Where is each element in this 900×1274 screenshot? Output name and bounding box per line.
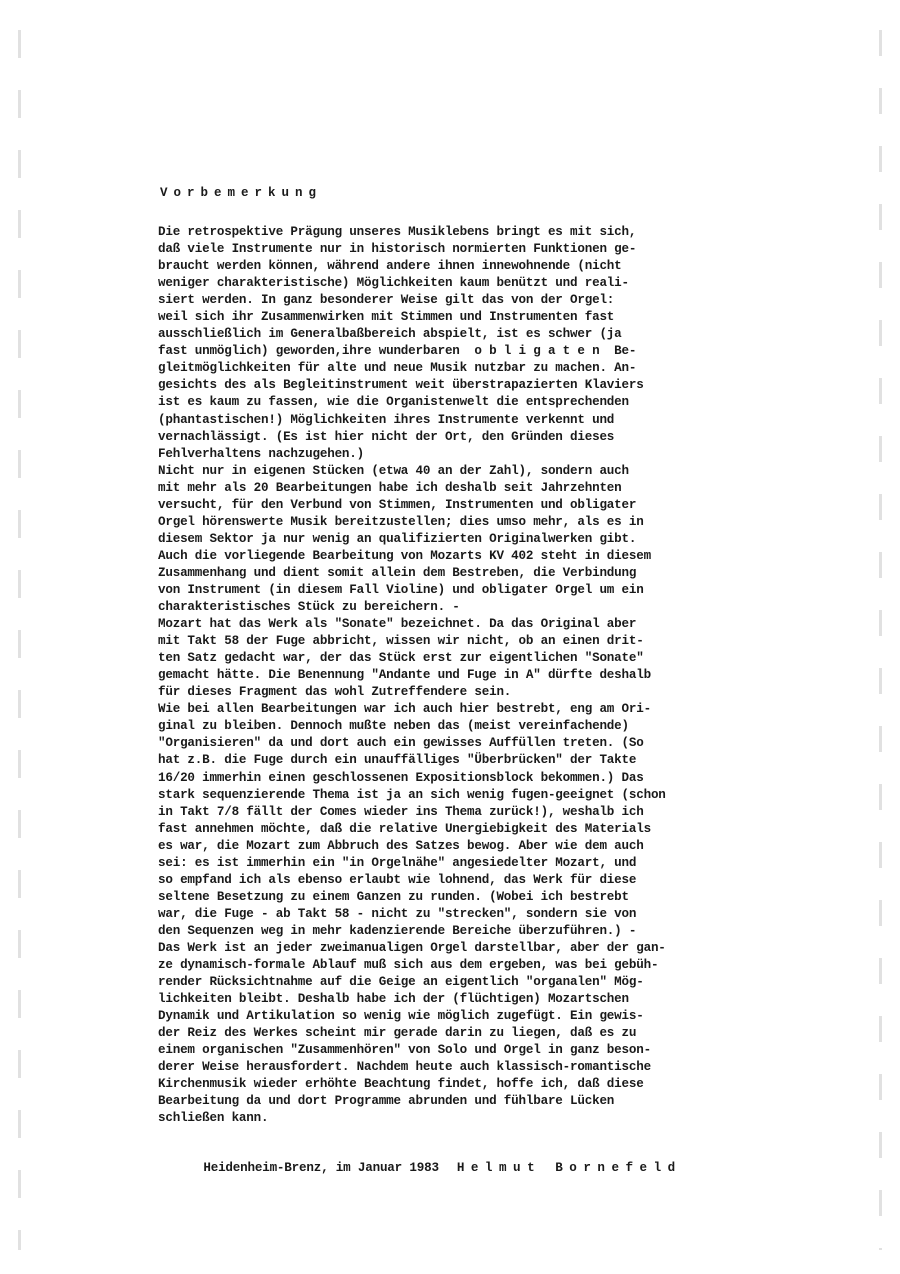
text-line: hat z.B. die Fuge durch ein unauffälliges "Überbrücken" der Takte — [158, 753, 637, 768]
text-line: gemacht hätte. Die Benennung "Andante und Fuge in A" dürfte deshalb — [158, 668, 651, 683]
text-line: siert werden. In ganz besonderer Weise gilt das von der Orgel: — [158, 293, 615, 308]
text-line: ten Satz gedacht war, der das Stück erst zur eigentlichen "Sonate" — [158, 651, 644, 666]
text-line: versucht, für den Verbund von Stimmen, Instrumenten und obligater — [158, 497, 637, 512]
text-line: der Reiz des Werkes scheint mir gerade darin zu liegen, daß es zu — [158, 1026, 637, 1041]
text-line: lichkeiten bleibt. Deshalb habe ich der (flüchtigen) Mozartschen — [158, 992, 629, 1007]
text-line: für dieses Fragment das wohl Zutreffendere sein. — [158, 685, 512, 700]
text-line: es war, die Mozart zum Abbruch des Satzes bewog. Aber wie dem auch — [158, 838, 644, 853]
text-line: Zusammenhang und dient somit allein dem Bestreben, die Verbindung — [158, 565, 637, 580]
text-line: Die retrospektive Prägung unseres Musiklebens bringt es mit sich, — [158, 225, 637, 239]
text-line: (phantastischen!) Möglichkeiten ihres Instrumente verkennt und — [158, 412, 615, 427]
text-line: Kirchenmusik wieder erhöhte Beachtung findet, hoffe ich, daß diese — [158, 1077, 644, 1092]
text-line: diesem Sektor ja nur wenig an qualifizierten Originalwerken gibt. — [158, 531, 637, 546]
text-line: braucht werden können, während andere ihnen innewohnende (nicht — [158, 259, 622, 274]
text-line: sei: es ist immerhin ein "in Orgelnähe" angesiedelter Mozart, und — [158, 855, 637, 870]
text-line: render Rücksichtnahme auf die Geige an eigentlich "organalen" Mög- — [158, 975, 644, 990]
text-line: von Instrument (in diesem Fall Violine) und obligater Orgel um ein — [158, 582, 644, 597]
text-line: derer Weise herausfordert. Nachdem heute auch klassisch-romantische — [158, 1060, 651, 1075]
text-line: vernachlässigt. (Es ist hier nicht der Ort, den Gründen dieses — [158, 429, 615, 444]
text-line: ausschließlich im Generalbaßbereich abspielt, ist es schwer (ja — [158, 327, 622, 342]
left-margin-marks — [18, 30, 21, 1250]
preface-text — [158, 224, 758, 1127]
signature-name: Helmut Bornefeld — [456, 1161, 682, 1176]
text-line: schließen kann. — [158, 1111, 269, 1126]
text-line: ginal zu bleiben. Dennoch mußte neben das (meist vereinfachende) — [158, 719, 629, 734]
text-line: ist es kaum zu fassen, wie die Organistenwelt die entsprechenden — [158, 395, 629, 410]
text-line: Dynamik und Artikulation so wenig wie möglich zugefügt. Ein gewis- — [158, 1009, 644, 1024]
document-content — [158, 186, 758, 1189]
signature-place-date: Heidenheim-Brenz, im Januar 1983 — [203, 1161, 439, 1176]
text-line: stark sequenzierende Thema ist ja an sich wenig fugen-geeignet (schon — [158, 787, 666, 802]
signature-line — [158, 1147, 758, 1189]
text-line: Nicht nur in eigenen Stücken (etwa 40 an der Zahl), sondern auch — [158, 463, 629, 478]
text-line: Mozart hat das Werk als "Sonate" bezeichnet. Da das Original aber — [158, 617, 637, 632]
text-line: in Takt 7/8 fällt der Comes wieder ins Thema zurück!), weshalb ich — [158, 804, 644, 819]
text-line: einem organischen "Zusammenhören" von Solo und Orgel in ganz beson- — [158, 1043, 651, 1058]
document-heading: Vorbemerkung — [160, 186, 323, 200]
text-line: seltene Besetzung zu einem Ganzen zu runden. (Wobei ich bestrebt — [158, 889, 629, 904]
text-line: Das Werk ist an jeder zweimanualigen Orgel darstellbar, aber der gan- — [158, 940, 666, 955]
text-line: Wie bei allen Bearbeitungen war ich auch hier bestrebt, eng am Ori- — [158, 702, 651, 717]
text-line: gleitmöglichkeiten für alte und neue Musik nutzbar zu machen. An- — [158, 361, 637, 376]
text-line: weniger charakteristische) Möglichkeiten kaum benützt und reali- — [158, 276, 629, 291]
text-line: Auch die vorliegende Bearbeitung von Mozarts KV 402 steht in diesem — [158, 548, 651, 563]
text-line: "Organisieren" da und dort auch ein gewisses Auffüllen treten. (So — [158, 736, 644, 751]
right-margin-marks — [879, 30, 882, 1250]
text-line: mit mehr als 20 Bearbeitungen habe ich deshalb seit Jahrzehnten — [158, 480, 622, 495]
text-line: so empfand ich als ebenso erlaubt wie lohnend, das Werk für diese — [158, 872, 637, 887]
text-line: Fehlverhaltens nachzugehen.) — [158, 446, 365, 461]
text-line: fast annehmen möchte, daß die relative Unergiebigkeit des Materials — [158, 821, 651, 836]
text-line: Bearbeitung da und dort Programme abrunden und fühlbare Lücken — [158, 1094, 615, 1109]
text-line: charakteristisches Stück zu bereichern. - — [158, 600, 460, 615]
text-line: war, die Fuge - ab Takt 58 - nicht zu "strecken", sondern sie von — [158, 906, 637, 921]
text-line: gesichts des als Begleitinstrument weit überstrapazierten Klaviers — [158, 378, 644, 393]
text-line: fast unmöglich) geworden,ihre wunderbaren o b l i g a t e n Be- — [158, 344, 637, 359]
text-line: 16/20 immerhin einen geschlossenen Expositionsblock bekommen.) Das — [158, 770, 644, 785]
text-line: mit Takt 58 der Fuge abbricht, wissen wir nicht, ob an einen drit- — [158, 634, 644, 649]
text-line: weil sich ihr Zusammenwirken mit Stimmen und Instrumenten fast — [158, 310, 615, 325]
text-line: daß viele Instrumente nur in historisch normierten Funktionen ge- — [158, 242, 637, 257]
text-line: den Sequenzen weg in mehr kadenzierende Bereiche überzuführen.) - — [158, 923, 637, 938]
text-line: Orgel hörenswerte Musik bereitzustellen; dies umso mehr, als es in — [158, 514, 644, 529]
text-line: ze dynamisch-formale Ablauf muß sich aus dem ergeben, was bei gebüh- — [158, 958, 659, 973]
